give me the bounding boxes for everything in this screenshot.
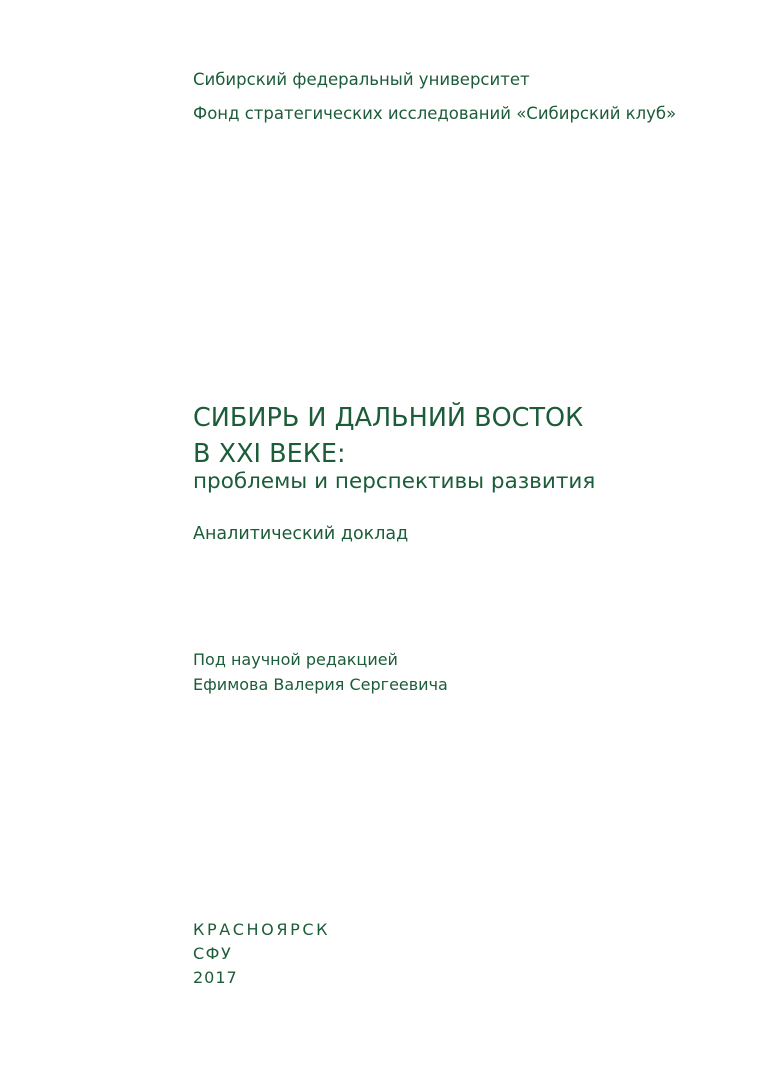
book-title-line-2: В XXI ВЕКЕ:	[193, 439, 346, 469]
university-name: Сибирский федеральный университет	[193, 70, 530, 89]
document-type: Аналитический доклад	[193, 524, 409, 544]
book-title	[193, 400, 583, 472]
book-subtitle: проблемы и перспективы развития	[193, 469, 596, 494]
editor-label: Под научной редакцией	[193, 650, 398, 669]
book-title-line-1: СИБИРЬ И ДАЛЬНИЙ ВОСТОК	[193, 403, 584, 433]
imprint-publisher: СФУ	[193, 944, 233, 963]
editor-credit	[193, 647, 448, 697]
imprint-city: КРАСНОЯРСК	[193, 920, 331, 939]
editor-name: Ефимова Валерия Сергеевича	[193, 675, 448, 694]
imprint	[193, 918, 330, 990]
foundation-name: Фонд стратегических исследований «Сибирский клуб»	[193, 104, 677, 123]
imprint-year: 2017	[193, 968, 238, 987]
